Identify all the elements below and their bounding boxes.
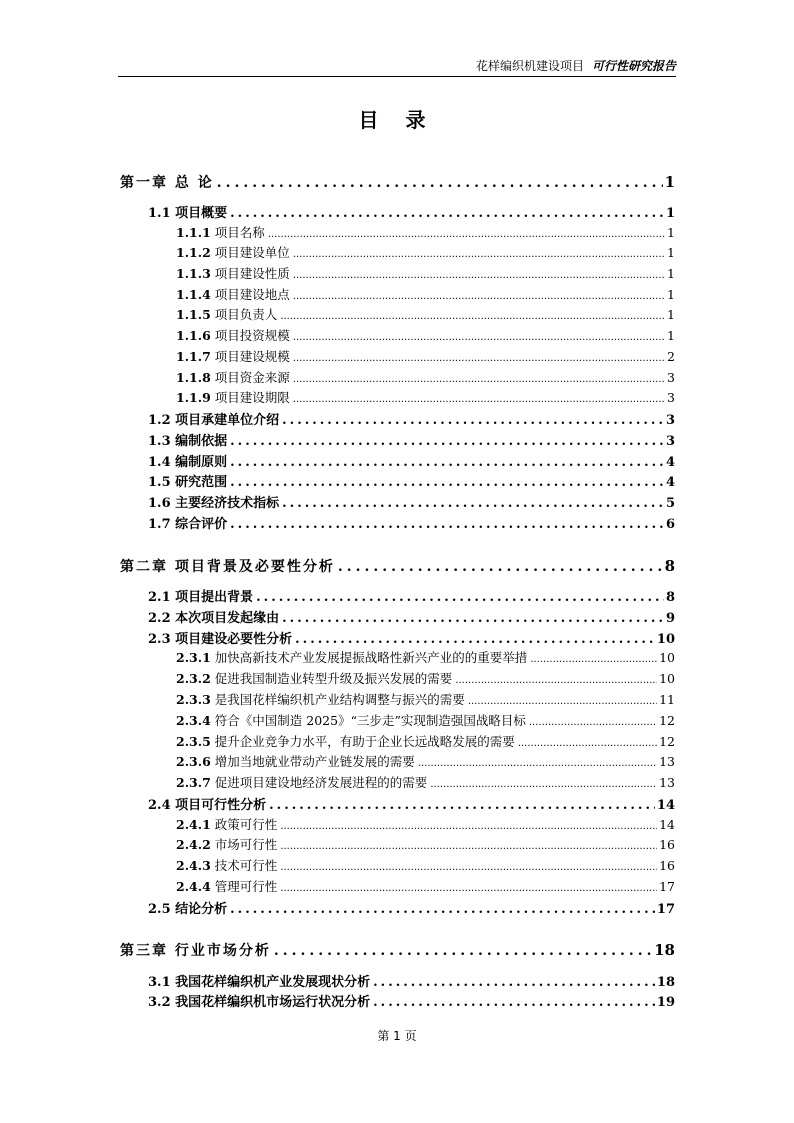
toc-entry-label [176, 835, 280, 853]
toc-entry-page: 13 [659, 754, 675, 769]
toc-entry-label [176, 648, 530, 666]
toc-entry-page: 18 [654, 941, 675, 959]
toc-entry-label [176, 711, 529, 729]
toc-entry-page: 3 [665, 413, 675, 428]
toc-entry-chap[interactable] [120, 172, 675, 192]
toc-entry-label [148, 971, 373, 990]
toc-entry-text: 1.5 研究范围 [148, 475, 228, 490]
toc-entry-label [176, 815, 280, 833]
toc-entry-label [176, 285, 293, 303]
toc-entry-sub[interactable] [120, 690, 675, 708]
toc-dot-leader [280, 883, 657, 894]
toc-entry-text: 1.3 编制依据 [148, 434, 228, 449]
toc-entry-chap[interactable] [120, 556, 675, 576]
toc-entry-page: 17 [656, 902, 675, 917]
toc-entry-text: 2.5 结论分析 [148, 902, 228, 917]
toc-entry-label [176, 690, 468, 708]
toc-entry-page: 14 [659, 817, 675, 832]
toc-entry-page: 12 [659, 734, 675, 749]
toc-entry-page: 6 [665, 517, 675, 532]
toc-dot-leader [293, 249, 665, 260]
toc-entry-label [176, 388, 293, 406]
toc-entry-sec[interactable] [120, 794, 675, 813]
toc-entry-text: 符合《中国制造 2025》“三步走”实现制造强国战略目标 [214, 713, 526, 728]
toc-entry-text: 项目名称 [214, 225, 265, 240]
toc-entry-text: 2.3 项目建设必要性分析 [148, 632, 293, 647]
toc-entry-label [148, 586, 256, 605]
toc-entry-sub[interactable] [120, 243, 675, 261]
toc-entry-label [148, 513, 230, 532]
toc-dot-leader [230, 517, 664, 532]
toc-entry-number: 1.1.2 [176, 245, 211, 260]
toc-entry-number: 1.1.7 [176, 349, 211, 364]
toc-entry-sub[interactable] [120, 264, 675, 282]
toc-entry-text: 提升企业竞争力水平，有助于企业长远战略发展的需要 [214, 734, 515, 749]
toc-entry-sec[interactable] [120, 586, 675, 605]
toc-entry-sec[interactable] [120, 492, 675, 511]
toc-entry-text: 1.7 综合评价 [148, 517, 228, 532]
toc-entry-number: 2.3.1 [176, 650, 211, 665]
toc-entry-text: 2.2 本次项目发起缘由 [148, 611, 280, 626]
toc-entry-label [176, 732, 518, 750]
toc-entry-text: 技术可行性 [214, 858, 278, 873]
toc-dot-leader [280, 862, 657, 873]
toc-entry-sub[interactable] [120, 773, 675, 791]
toc-entry-sec[interactable] [120, 202, 675, 221]
toc-entry-label [176, 223, 268, 241]
toc-dot-leader [293, 353, 665, 364]
toc-entry-number: 2.3.2 [176, 671, 211, 686]
toc-entry-sub[interactable] [120, 326, 675, 344]
toc-entry-sub[interactable] [120, 368, 675, 386]
toc-entry-sub[interactable] [120, 732, 675, 750]
toc-entry-page: 10 [659, 671, 675, 686]
toc-entry-chap[interactable] [120, 940, 675, 960]
toc-entry-text: 项目负责人 [214, 307, 278, 322]
toc-entry-label [148, 492, 282, 511]
toc-dot-leader [293, 332, 665, 343]
toc-entry-sec[interactable] [120, 898, 675, 917]
toc-entry-page: 10 [656, 632, 675, 647]
toc-entry-number: 2.4.2 [176, 837, 211, 852]
toc-entry-text: 项目建设性质 [214, 266, 290, 281]
toc-entry-sub[interactable] [120, 877, 675, 895]
toc-entry-page: 3 [665, 434, 675, 449]
toc-entry-number: 1.1.4 [176, 287, 211, 302]
toc-dot-leader [230, 434, 664, 449]
toc-entry-number: 2.3.6 [176, 754, 211, 769]
toc-dot-leader [274, 943, 652, 959]
toc-entry-sub[interactable] [120, 856, 675, 874]
toc-entry-text: 项目建设期限 [214, 390, 290, 405]
toc-entry-label [176, 752, 418, 770]
toc-entry-text: 1.2 项目承建单位介绍 [148, 413, 280, 428]
toc-entry-page: 2 [667, 349, 675, 364]
toc-entry-label [148, 628, 295, 647]
toc-entry-sec[interactable] [120, 513, 675, 532]
toc-dot-leader [468, 696, 657, 707]
toc-entry-text: 项目建设地点 [214, 287, 290, 302]
toc-dot-leader [230, 206, 664, 221]
toc-entry-label [176, 856, 280, 874]
toc-entry-sec[interactable] [120, 991, 675, 1010]
toc-entry-number: 1.1.3 [176, 266, 211, 281]
toc-entry-text: 项目资金来源 [214, 370, 290, 385]
toc-entry-number: 2.3.3 [176, 692, 211, 707]
toc-entry-page: 5 [665, 496, 675, 511]
toc-entry-page: 10 [659, 650, 675, 665]
toc-entry-label [176, 243, 293, 261]
toc-entry-number: 2.3.7 [176, 775, 211, 790]
toc-dot-leader [529, 717, 657, 728]
toc-dot-leader [280, 841, 657, 852]
toc-entry-sec[interactable] [120, 409, 675, 428]
toc-entry-label [148, 430, 230, 449]
toc-entry-label [148, 471, 230, 490]
toc-entry-text: 促进我国制造业转型升级及振兴发展的需要 [214, 671, 453, 686]
toc-entry-page: 1 [667, 307, 675, 322]
toc-entry-sub[interactable] [120, 347, 675, 365]
toc-entry-text: 项目建设规模 [214, 349, 290, 364]
toc-entry-text: 增加当地就业带动产业链发展的需要 [214, 754, 415, 769]
toc-dot-leader [217, 175, 663, 191]
toc-entry-number: 1.1.8 [176, 370, 211, 385]
toc-dot-leader [282, 611, 664, 626]
toc-entry-page: 1 [667, 225, 675, 240]
toc-entry-number: 1.1.9 [176, 390, 211, 405]
toc-entry-text: 第二章 项目背景及必要性分析 [120, 559, 335, 575]
toc-entry-page: 13 [659, 775, 675, 790]
toc-entry-number: 2.3.4 [176, 713, 211, 728]
toc-title: 目 录 [358, 108, 436, 132]
toc-entry-sub[interactable] [120, 752, 675, 770]
toc-entry-page: 1 [667, 266, 675, 281]
toc-dot-leader [430, 779, 657, 790]
toc-entry-number: 2.4.3 [176, 858, 211, 873]
toc-entry-text: 3.2 我国花样编织机市场运行状况分析 [148, 995, 371, 1010]
toc-entry-label [148, 607, 282, 626]
toc-entry-text: 第一章 总 论 [120, 175, 214, 191]
toc-entry-text: 1.1 项目概要 [148, 206, 228, 221]
toc-dot-leader [230, 455, 664, 470]
page-number: 第 1 页 [377, 1029, 417, 1043]
toc-entry-text: 项目投资规模 [214, 328, 290, 343]
toc-entry-page: 1 [665, 206, 675, 221]
toc-entry-page: 12 [659, 713, 675, 728]
toc-entry-label [176, 305, 280, 323]
toc-entry-sec[interactable] [120, 628, 675, 647]
toc-entry-page: 9 [665, 611, 675, 626]
toc-entry-text: 政策可行性 [214, 817, 278, 832]
toc-entry-text: 市场可行性 [214, 837, 278, 852]
toc-entry-page: 17 [659, 879, 675, 894]
toc-entry-label [120, 556, 338, 576]
toc-dot-leader [518, 738, 657, 749]
toc-entry-text: 加快高新技术产业发展提振战略性新兴产业的的重要举措 [214, 650, 528, 665]
toc-entry-label [176, 264, 293, 282]
toc-entry-page: 16 [659, 858, 675, 873]
toc-entry-text: 1.6 主要经济技术指标 [148, 496, 280, 511]
toc-entry-number: 1.1.1 [176, 225, 211, 240]
toc-entry-sub[interactable] [120, 669, 675, 687]
toc-entry-label [176, 347, 293, 365]
toc-entry-sec[interactable] [120, 430, 675, 449]
page-header [118, 58, 676, 77]
toc-entry-number: 1.1.6 [176, 328, 211, 343]
toc-entry-label [176, 877, 280, 895]
toc-entry-sec[interactable] [120, 471, 675, 490]
toc-entry-label [120, 172, 217, 192]
toc-dot-leader [268, 229, 665, 240]
toc-entry-text: 项目建设单位 [214, 245, 290, 260]
toc-entry-sub[interactable] [120, 223, 675, 241]
toc-entry-page: 14 [656, 798, 675, 813]
toc-entry-page: 8 [664, 557, 675, 575]
toc-dot-leader [295, 632, 655, 647]
toc-entry-sec[interactable] [120, 607, 675, 626]
toc-entry-sec[interactable] [120, 971, 675, 990]
toc-dot-leader [280, 821, 657, 832]
toc-entry-number: 1.1.5 [176, 307, 211, 322]
toc-dot-leader [293, 291, 665, 302]
toc-dot-leader [338, 559, 663, 575]
toc-dot-leader [373, 995, 655, 1010]
toc-entry-page: 11 [659, 692, 675, 707]
toc-entry-label [148, 451, 230, 470]
toc-entry-text: 第三章 行业市场分析 [120, 943, 271, 959]
toc-entry-text: 3.1 我国花样编织机产业发展现状分析 [148, 975, 371, 990]
toc-entry-page: 4 [665, 455, 675, 470]
toc-entry-text: 管理可行性 [214, 879, 278, 894]
toc-entry-sub[interactable] [120, 835, 675, 853]
toc-entry-page: 4 [665, 475, 675, 490]
toc-entry-page: 8 [665, 590, 675, 605]
toc-entry-page: 1 [667, 245, 675, 260]
toc-entry-page: 18 [656, 975, 675, 990]
toc-dot-leader [418, 758, 657, 769]
toc-entry-page: 16 [659, 837, 675, 852]
toc-entry-label [148, 991, 373, 1010]
toc-entry-label [176, 326, 293, 344]
toc-entry-label [148, 794, 269, 813]
toc-dot-leader [293, 374, 665, 385]
toc-dot-leader [269, 798, 655, 813]
toc-entry-text: 是我国花样编织机产业结构调整与振兴的需要 [214, 692, 465, 707]
toc-dot-leader [282, 496, 664, 511]
toc-entry-label [120, 940, 274, 960]
toc-dot-leader [230, 902, 655, 917]
toc-dot-leader [256, 590, 664, 605]
toc-dot-leader [455, 675, 657, 686]
toc-dot-leader [293, 270, 665, 281]
toc-entry-page: 3 [667, 370, 675, 385]
toc-entry-sub[interactable] [120, 711, 675, 729]
toc-entry-page: 1 [667, 287, 675, 302]
toc-dot-leader [282, 413, 664, 428]
toc-entry-page: 1 [664, 173, 675, 191]
toc-entry-text: 1.4 编制原则 [148, 455, 228, 470]
toc-entry-label [176, 669, 455, 687]
toc-entry-label [148, 898, 230, 917]
toc-entry-number: 2.4.4 [176, 879, 211, 894]
toc-dot-leader [230, 475, 664, 490]
toc-dot-leader [530, 654, 657, 665]
toc-entry-sec[interactable] [120, 451, 675, 470]
toc-entry-page: 1 [667, 328, 675, 343]
toc-entry-number: 2.3.5 [176, 734, 211, 749]
toc-entry-text: 2.4 项目可行性分析 [148, 798, 267, 813]
toc-entry-text: 2.1 项目提出背景 [148, 590, 254, 605]
toc-entry-sub[interactable] [120, 305, 675, 323]
toc-entry-sub[interactable] [120, 388, 675, 406]
toc-dot-leader [293, 394, 665, 405]
toc-entry-page: 19 [656, 995, 675, 1010]
toc-dot-leader [280, 311, 665, 322]
toc-entry-label [176, 368, 293, 386]
toc-entry-sub[interactable] [120, 285, 675, 303]
toc-entry-text: 促进项目建设地经济发展进程的的需要 [214, 775, 428, 790]
toc-entry-label [148, 202, 230, 221]
toc-entry-sub[interactable] [120, 648, 675, 666]
header-report-type: 可行性研究报告 [591, 59, 676, 73]
toc-entry-page: 3 [667, 390, 675, 405]
toc-entry-label [176, 773, 430, 791]
toc-entry-sub[interactable] [120, 815, 675, 833]
toc-entry-number: 2.4.1 [176, 817, 211, 832]
header-project-name: 花样编织机建设项目 [475, 59, 584, 73]
toc-dot-leader [373, 975, 655, 990]
toc-entry-label [148, 409, 282, 428]
